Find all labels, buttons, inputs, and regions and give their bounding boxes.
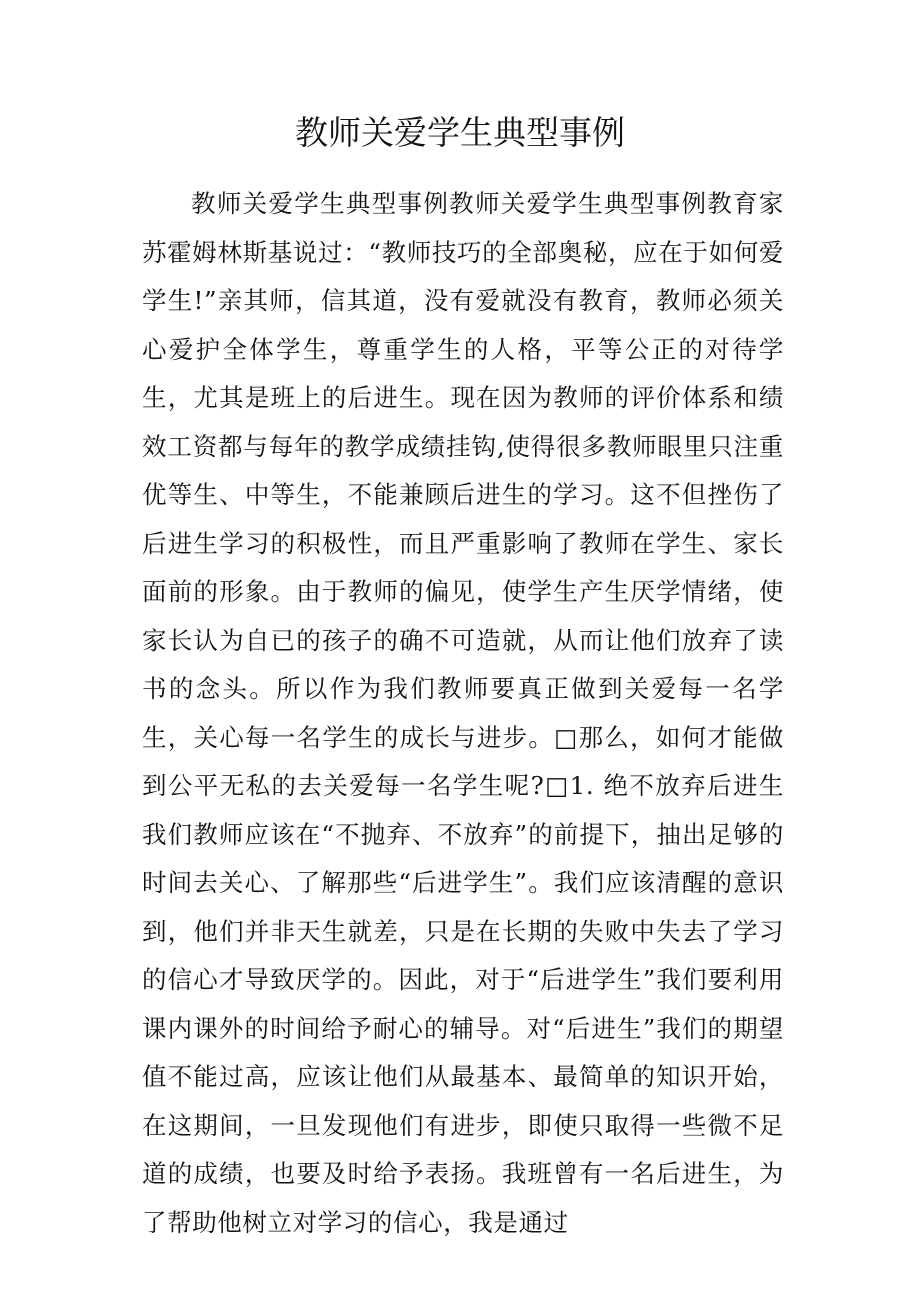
document-title: 教师关爱学生典型事例 bbox=[295, 113, 625, 152]
document-body-paragraph: 教师关爱学生典型事例教师关爱学生典型事例教育家苏霍姆林斯基说过：“教师技巧的全部奥秘，应在于如何爱学生!”亲其师，信其道，没有爱就没有教育，教师必须关心爱护全体学生，尊重学生的人格，平等公正的对待学生，尤其是班上的后进生。现在因为教师的评价体系和绩效工资都与每年的教学成绩挂钩,使得很多教师眼里只注重优等生、中等生，不能兼顾后进生的学习。这不但挫伤了后进生学习的积极性，而且严重影响了教师在学生、家长面前的形象。由于教师的偏见，使学生产生厌学情绪，使家长认为自已的孩子的确不可造就，从而让他们放弃了读书的念头。所以作为我们教师要真正做到关爱每一名学生，关心每一名学生的成长与进步。□那么，如何才能做到公平无私的去关爱每一名学生呢?□1. 绝不放弃后进生 我们教师应该在“不抛弃、不放弃”的前提下，抽出足够的时间去关心、了解那些“后进学生”。我们应该清醒的意识到，他们并非天生就差，只是在长期的失败中失去了学习的信心才导致厌学的。因此，对于“后进学生”我们要利用课内课外的时间给予耐心的辅导。对“后进生”我们的期望值不能过高，应该让他们从最基本、最简单的知识开始，在这期间，一旦发现他们有进步，即使只取得一些微不足道的成绩，也要及时给予表扬。我班曾有一名后进生，为了帮助他树立对学习的信心，我是通过 bbox=[142, 189, 784, 1237]
